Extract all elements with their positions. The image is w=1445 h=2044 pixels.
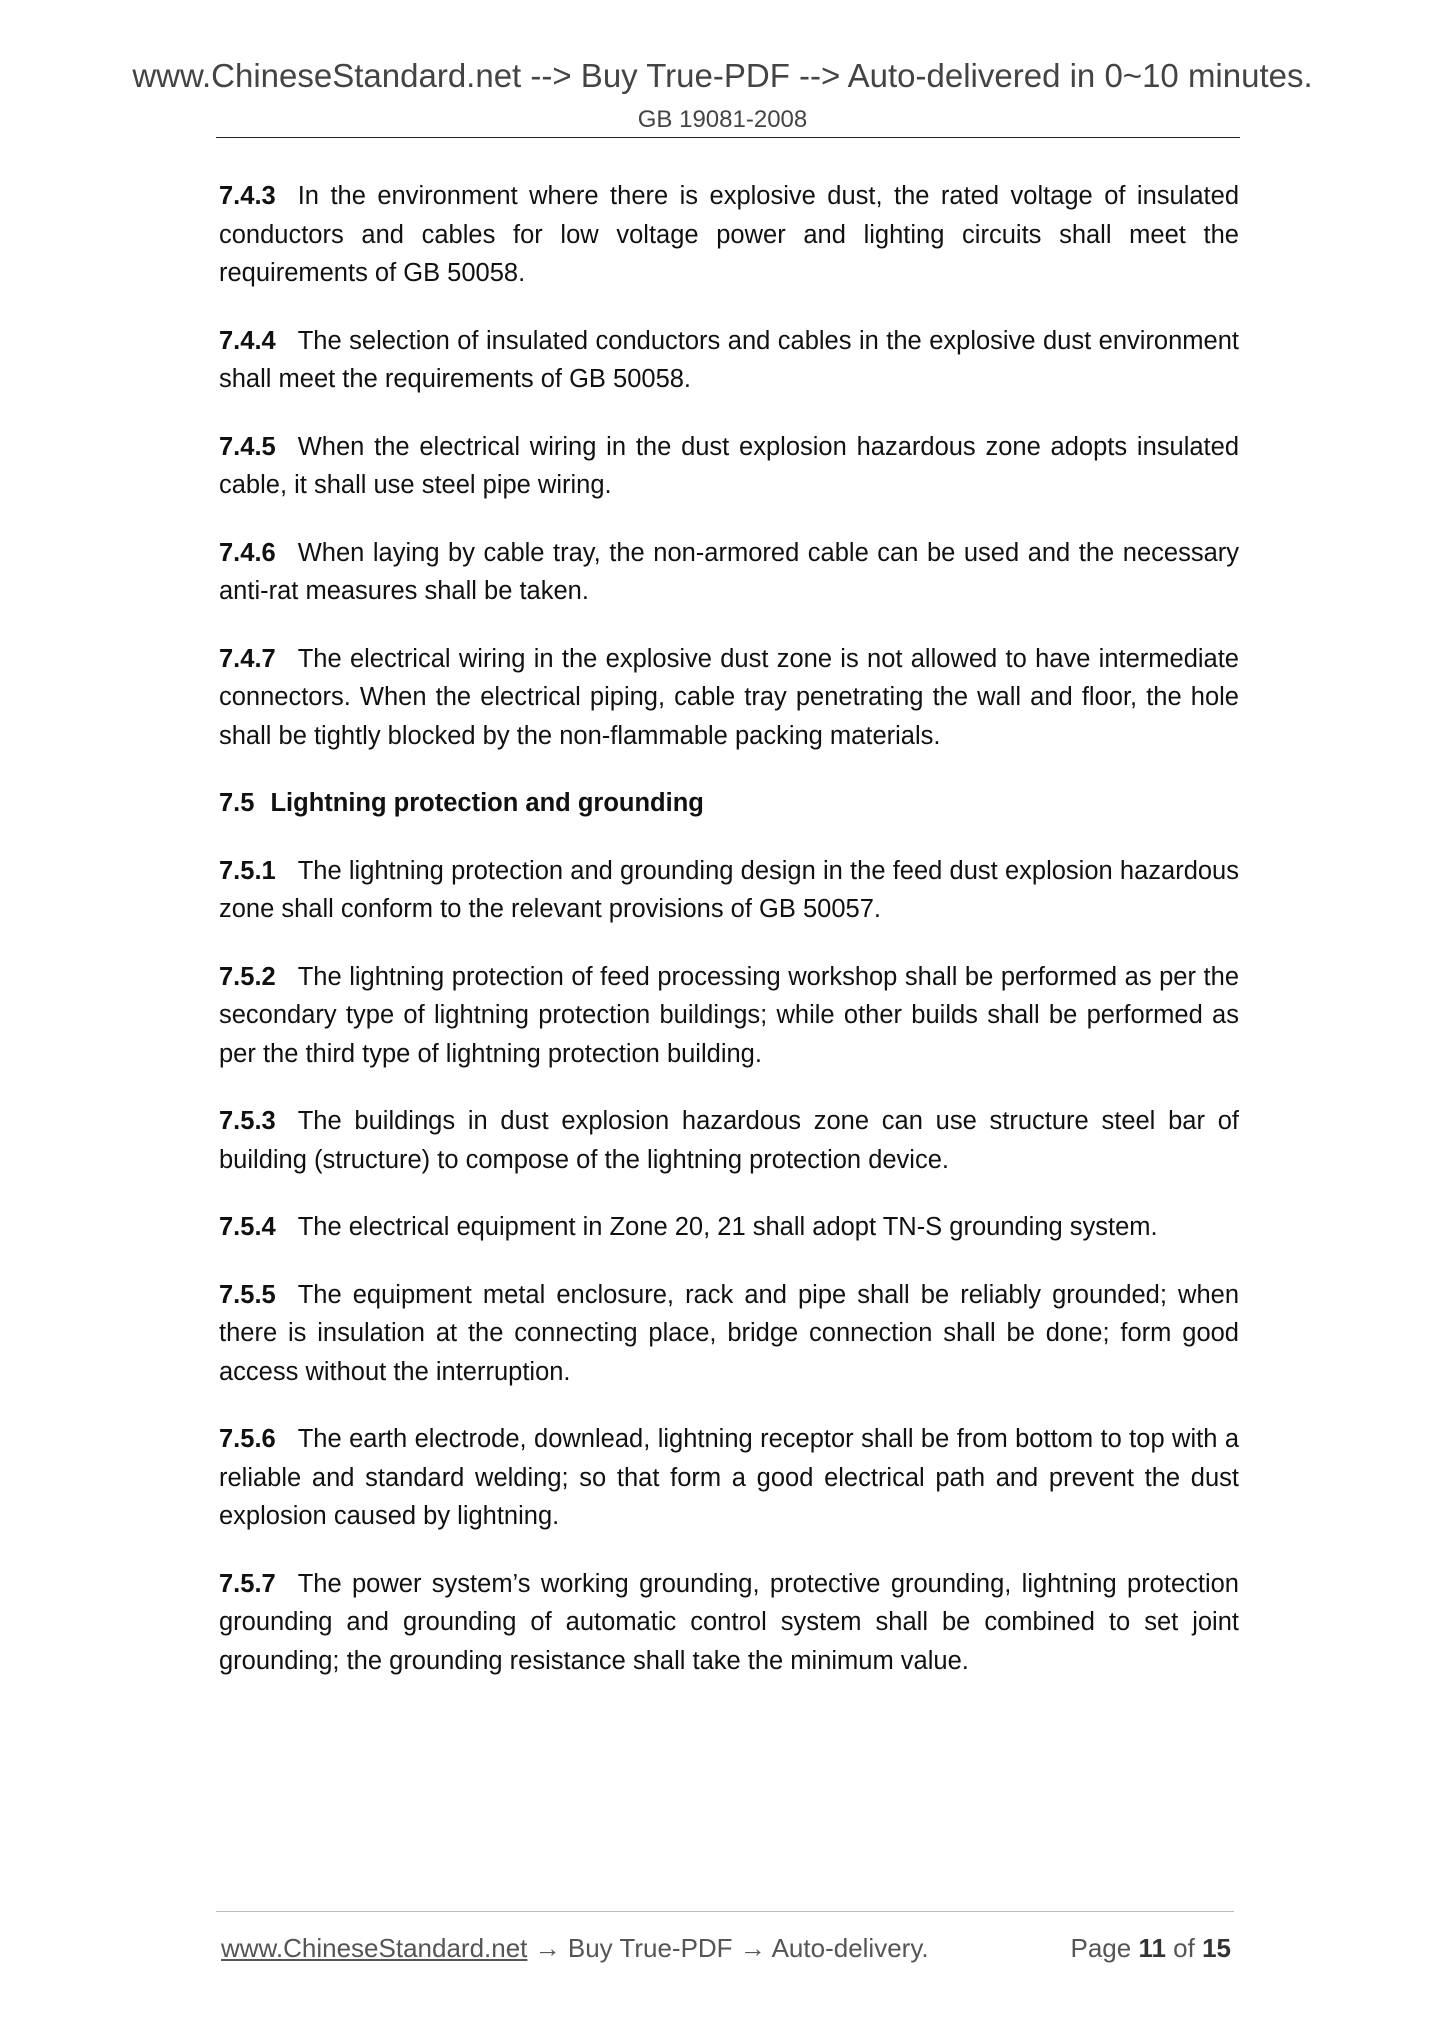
clause-text: The equipment metal enclosure, rack and pipe shall be reliably grounded; when there is insulation at the connecting place, bridge connection shall be done; form good access without the interruption. [219,1280,1239,1386]
clause-7-4-6 [219,534,1239,611]
clause-number: 7.5.7 [219,1569,276,1598]
clause-number: 7.4.3 [219,182,276,210]
clause-number: 7.4.4 [219,326,276,355]
clause-text: When laying by cable tray, the non-armored cable can be used and the necessary anti-rat measures shall be taken. [219,538,1239,605]
clause-number: 7.5.5 [219,1280,276,1309]
footer-site-link[interactable]: www.ChineseStandard.net [221,1933,528,1963]
page-total: 15 [1202,1933,1231,1963]
footer-divider [216,1911,1234,1912]
clause-7-5-7 [219,1565,1239,1681]
header-banner: www.ChineseStandard.net --> Buy True-PDF --> Auto-delivered in 0~10 minutes. [132,57,1313,94]
clause-text: The earth electrode, downlead, lightning receptor shall be from bottom to top with a reliable and standard welding; so that form a good electrical path and prevent the dust explosion caused by lightning. [219,1425,1239,1530]
page-of: of [1165,1933,1203,1963]
clause-number: 7.5.6 [219,1425,276,1453]
footer-delivery-text: Auto-delivery. [771,1933,929,1963]
clause-text: The lightning protection of feed processing workshop shall be performed as per the secondary type of lightning protection buildings; while other builds shall be performed as per the third type of lightning protection building. [219,962,1239,1068]
clause-number: 7.4.7 [219,644,276,673]
clause-number: 7.4.5 [219,432,276,461]
document-id: GB 19081-2008 [637,106,808,133]
clause-text: The lightning protection and grounding design in the feed dust explosion hazardous zone shall conform to the relevant provisions of GB 50057. [219,856,1239,923]
clause-7-5-1 [219,852,1239,929]
section-title: Lightning protection and grounding [270,789,704,817]
section-heading-7-5 [219,784,1239,823]
clause-7-4-5 [219,428,1239,505]
page-current: 11 [1138,1933,1166,1963]
clause-number: 7.5.3 [219,1107,276,1135]
clause-text: In the environment where there is explosive dust, the rated voltage of insulated conductors and cables for low voltage power and lighting circuits shall meet the requirements of GB 50058. [219,182,1239,287]
clause-text: When the electrical wiring in the dust explosion hazardous zone adopts insulated cable, it shall use steel pipe wiring. [219,432,1239,499]
section-number: 7.5 [219,789,255,817]
clause-text: The electrical wiring in the explosive dust zone is not allowed to have intermediate connectors. When the electrical piping, cable tray penetrating the wall and floor, the hole shall be tightly blocked by the non-flammable packing materials. [219,644,1239,750]
clause-number: 7.5.2 [219,962,276,991]
right-arrow-icon: → [732,1933,772,1963]
footer-promo [221,1930,929,1966]
clause-7-5-2 [219,958,1239,1074]
clause-7-4-3 [219,177,1239,293]
page-number [1070,1930,1231,1966]
footer-buy-text: Buy True-PDF [567,1933,733,1963]
clause-number: 7.4.6 [219,538,276,567]
clause-number: 7.5.1 [219,856,276,885]
clause-7-5-6 [219,1420,1239,1536]
header-divider [216,137,1240,138]
clause-number: 7.5.4 [219,1213,276,1241]
clause-text: The power system’s working grounding, protective grounding, lightning protection grounding and grounding of automatic control system shall be combined to set joint grounding; the grounding resistance shall take the minimum value. [219,1569,1239,1675]
clause-text: The electrical equipment in Zone 20, 21 shall adopt TN-S grounding system. [297,1213,1158,1241]
clause-text: The buildings in dust explosion hazardous zone can use structure steel bar of building (structure) to compose of the lightning protection device. [219,1107,1239,1174]
clause-7-5-3 [219,1102,1239,1179]
page-label: Page [1070,1933,1139,1963]
right-arrow-icon: → [527,1933,568,1963]
clause-7-5-4 [219,1208,1239,1247]
clause-7-4-4 [219,322,1239,399]
document-body [219,177,1239,1709]
clause-7-5-5 [219,1276,1239,1392]
clause-text: The selection of insulated conductors and cables in the explosive dust environment shall meet the requirements of GB 50058. [219,326,1239,393]
page-footer [221,1930,1231,1970]
clause-7-4-7 [219,640,1239,756]
